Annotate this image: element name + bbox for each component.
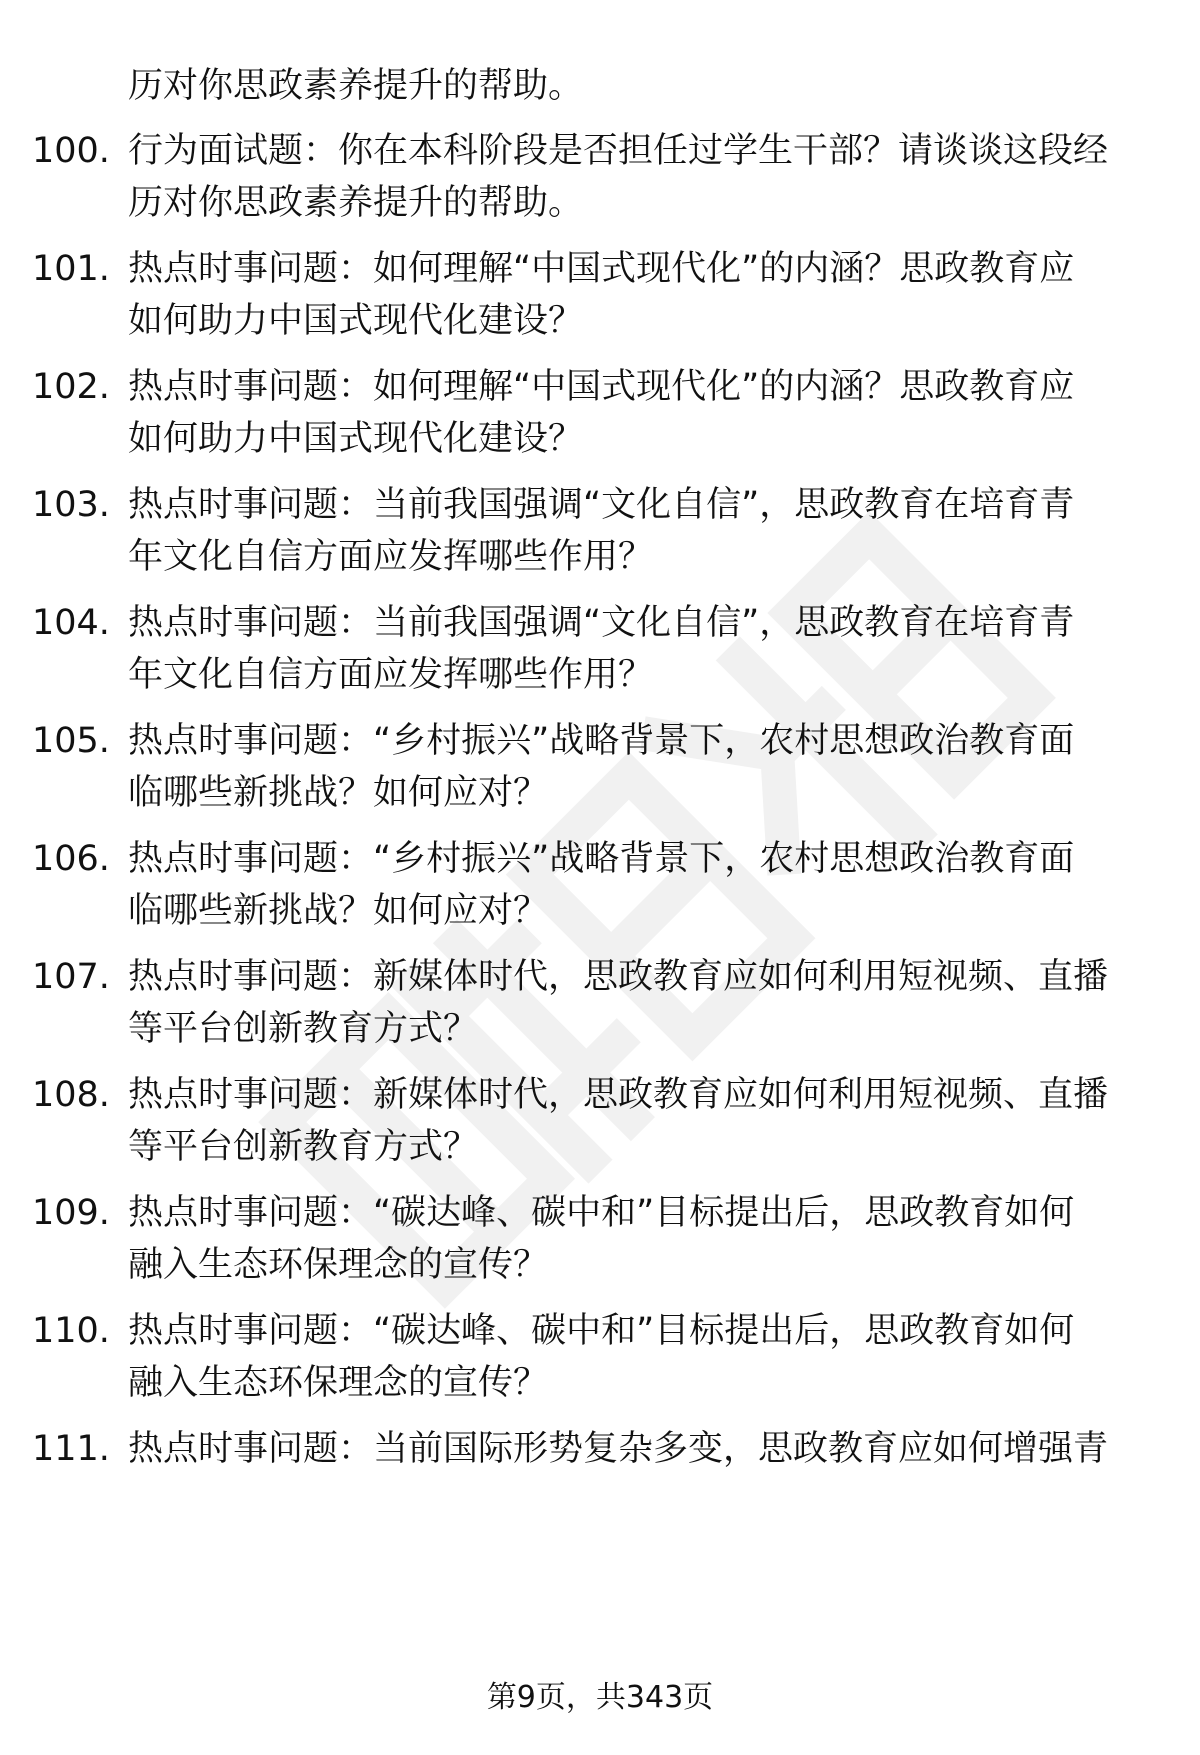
item-number: 108. <box>32 1075 110 1115</box>
item-number: 103. <box>32 485 110 525</box>
item-text <box>128 1305 1138 1409</box>
item-number: 109. <box>32 1193 110 1233</box>
item-text <box>128 951 1138 1055</box>
item-text-line: 热点时事问题：当前我国强调“文化自信”，思政教育在培育青 <box>128 485 1075 525</box>
item-text-line: 热点时事问题：新媒体时代，思政教育应如何利用短视频、直播 <box>128 1075 1109 1115</box>
item-text-line: 年文化自信方面应发挥哪些作用？ <box>128 537 654 577</box>
item-text-line: 临哪些新挑战？如何应对？ <box>128 773 549 813</box>
item-text-line: 如何助力中国式现代化建设？ <box>128 301 584 341</box>
item-text-line: 热点时事问题：如何理解“中国式现代化”的内涵？思政教育应 <box>128 367 1075 407</box>
item-text-line: 等平台创新教育方式？ <box>128 1127 479 1167</box>
item-text-line: 热点时事问题：“乡村振兴”战略背景下，农村思想政治教育面 <box>128 839 1075 879</box>
item-text-line: 融入生态环保理念的宣传？ <box>128 1245 549 1285</box>
item-text <box>128 597 1138 701</box>
item-text <box>128 479 1138 583</box>
item-text <box>128 1187 1138 1291</box>
item-text-line: 行为面试题：你在本科阶段是否担任过学生干部？请谈谈这段经 <box>128 131 1109 171</box>
item-text-line: 历对你思政素养提升的帮助。 <box>128 183 584 223</box>
item-number: 105. <box>32 721 110 761</box>
item-number: 110. <box>32 1311 110 1351</box>
item-number: 100. <box>32 131 110 171</box>
item-text-line: 如何助力中国式现代化建设？ <box>128 419 584 459</box>
item-text-line: 热点时事问题：当前我国强调“文化自信”，思政教育在培育青 <box>128 603 1075 643</box>
item-text <box>128 243 1138 347</box>
item-text <box>128 125 1138 229</box>
item-text-line: 融入生态环保理念的宣传？ <box>128 1363 549 1403</box>
item-text-line: 热点时事问题：如何理解“中国式现代化”的内涵？思政教育应 <box>128 249 1075 289</box>
item-text-line: 热点时事问题：“碳达峰、碳中和”目标提出后，思政教育如何 <box>128 1193 1075 1233</box>
item-text <box>128 715 1138 819</box>
item-number: 106. <box>32 839 110 879</box>
item-text <box>128 1423 1138 1475</box>
item-text <box>128 833 1138 937</box>
item-number: 111. <box>32 1429 110 1469</box>
item-text-line: 年文化自信方面应发挥哪些作用？ <box>128 655 654 695</box>
page-footer: 第9页，共343页 <box>486 1680 714 1715</box>
item-number: 101. <box>32 249 110 289</box>
item-text-line: 临哪些新挑战？如何应对？ <box>128 891 549 931</box>
item-text-line: 热点时事问题：当前国际形势复杂多变，思政教育应如何增强青 <box>128 1429 1109 1469</box>
continuation-text: 历对你思政素养提升的帮助。 <box>128 66 584 106</box>
item-number: 107. <box>32 957 110 997</box>
item-text-line: 热点时事问题：新媒体时代，思政教育应如何利用短视频、直播 <box>128 957 1109 997</box>
item-number: 104. <box>32 603 110 643</box>
item-number: 102. <box>32 367 110 407</box>
item-text-line: 等平台创新教育方式？ <box>128 1009 479 1049</box>
item-text-line: 热点时事问题：“碳达峰、碳中和”目标提出后，思政教育如何 <box>128 1311 1075 1351</box>
item-text <box>128 361 1138 465</box>
item-text-line: 热点时事问题：“乡村振兴”战略背景下，农村思想政治教育面 <box>128 721 1075 761</box>
item-text <box>128 1069 1138 1173</box>
